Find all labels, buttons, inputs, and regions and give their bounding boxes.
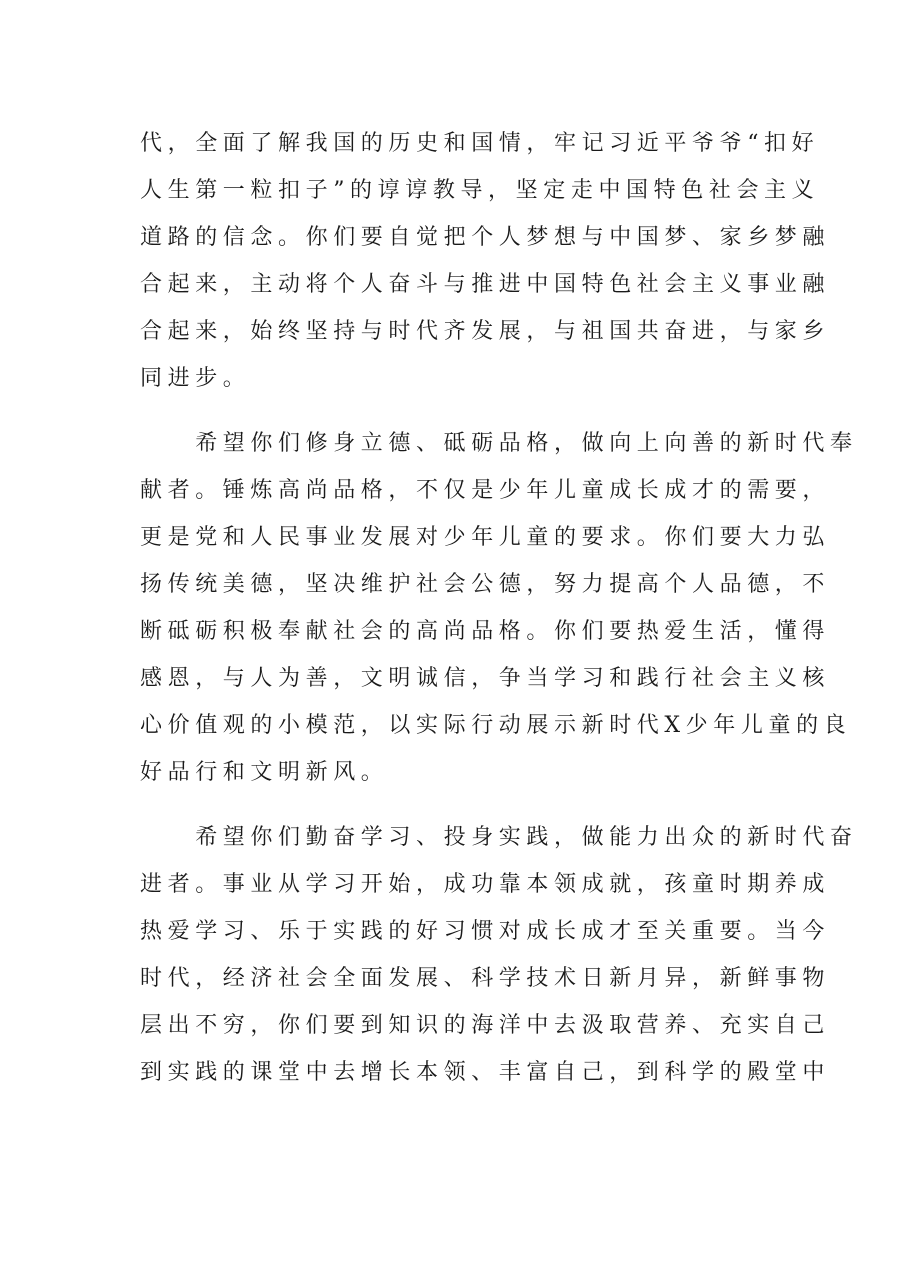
text-line: 扬传统美德，坚决维护社会公德，努力提高个人品德，不 <box>140 572 831 597</box>
text-line: 道路的信念。你们要自觉把个人梦想与中国梦、家乡梦融 <box>140 225 831 250</box>
text-line: 时代，经济社会全面发展、科学技术日新月异，新鲜事物 <box>140 966 831 991</box>
paragraph <box>140 420 858 796</box>
text-line: 代，全面了解我国的历史和国情，牢记习近平爷爷“扣好 <box>140 131 820 156</box>
text-line: 合起来，主动将个人奋斗与推进中国特色社会主义事业融 <box>140 272 831 297</box>
text-line: 进者。事业从学习开始，成功靠本领成就，孩童时期养成 <box>140 872 831 897</box>
text-line: 合起来，始终坚持与时代齐发展，与祖国共奋进，与家乡 <box>140 319 831 344</box>
text-line: 感恩，与人为善，文明诚信，争当学习和践行社会主义核 <box>140 666 831 691</box>
document-body <box>140 120 858 1096</box>
text-line: 断砥砺积极奉献社会的高尚品格。你们要热爱生活，懂得 <box>140 619 831 644</box>
text-line: 人生第一粒扣子”的谆谆教导，坚定走中国特色社会主义 <box>140 178 820 203</box>
text-line: 心价值观的小模范，以实际行动展示新时代X少年儿童的良 <box>140 713 852 738</box>
text-line: 层出不穷，你们要到知识的海洋中去汲取营养、充实自己 <box>140 1013 831 1038</box>
text-line: 同进步。 <box>140 366 251 391</box>
paragraph <box>140 120 831 402</box>
text-line: 更是党和人民事业发展对少年儿童的要求。你们要大力弘 <box>140 525 831 550</box>
text-line: 好品行和文明新风。 <box>140 760 389 785</box>
text-line: 希望你们勤奋学习、投身实践，做能力出众的新时代奋 <box>140 825 858 850</box>
paragraph <box>140 814 858 1096</box>
text-line: 到实践的课堂中去增长本领、丰富自己，到科学的殿堂中 <box>140 1060 831 1085</box>
text-line: 献者。锤炼高尚品格，不仅是少年儿童成长成才的需要， <box>140 478 831 503</box>
text-line: 热爱学习、乐于实践的好习惯对成长成才至关重要。当今 <box>140 919 831 944</box>
text-line: 希望你们修身立德、砥砺品格，做向上向善的新时代奉 <box>140 431 858 456</box>
